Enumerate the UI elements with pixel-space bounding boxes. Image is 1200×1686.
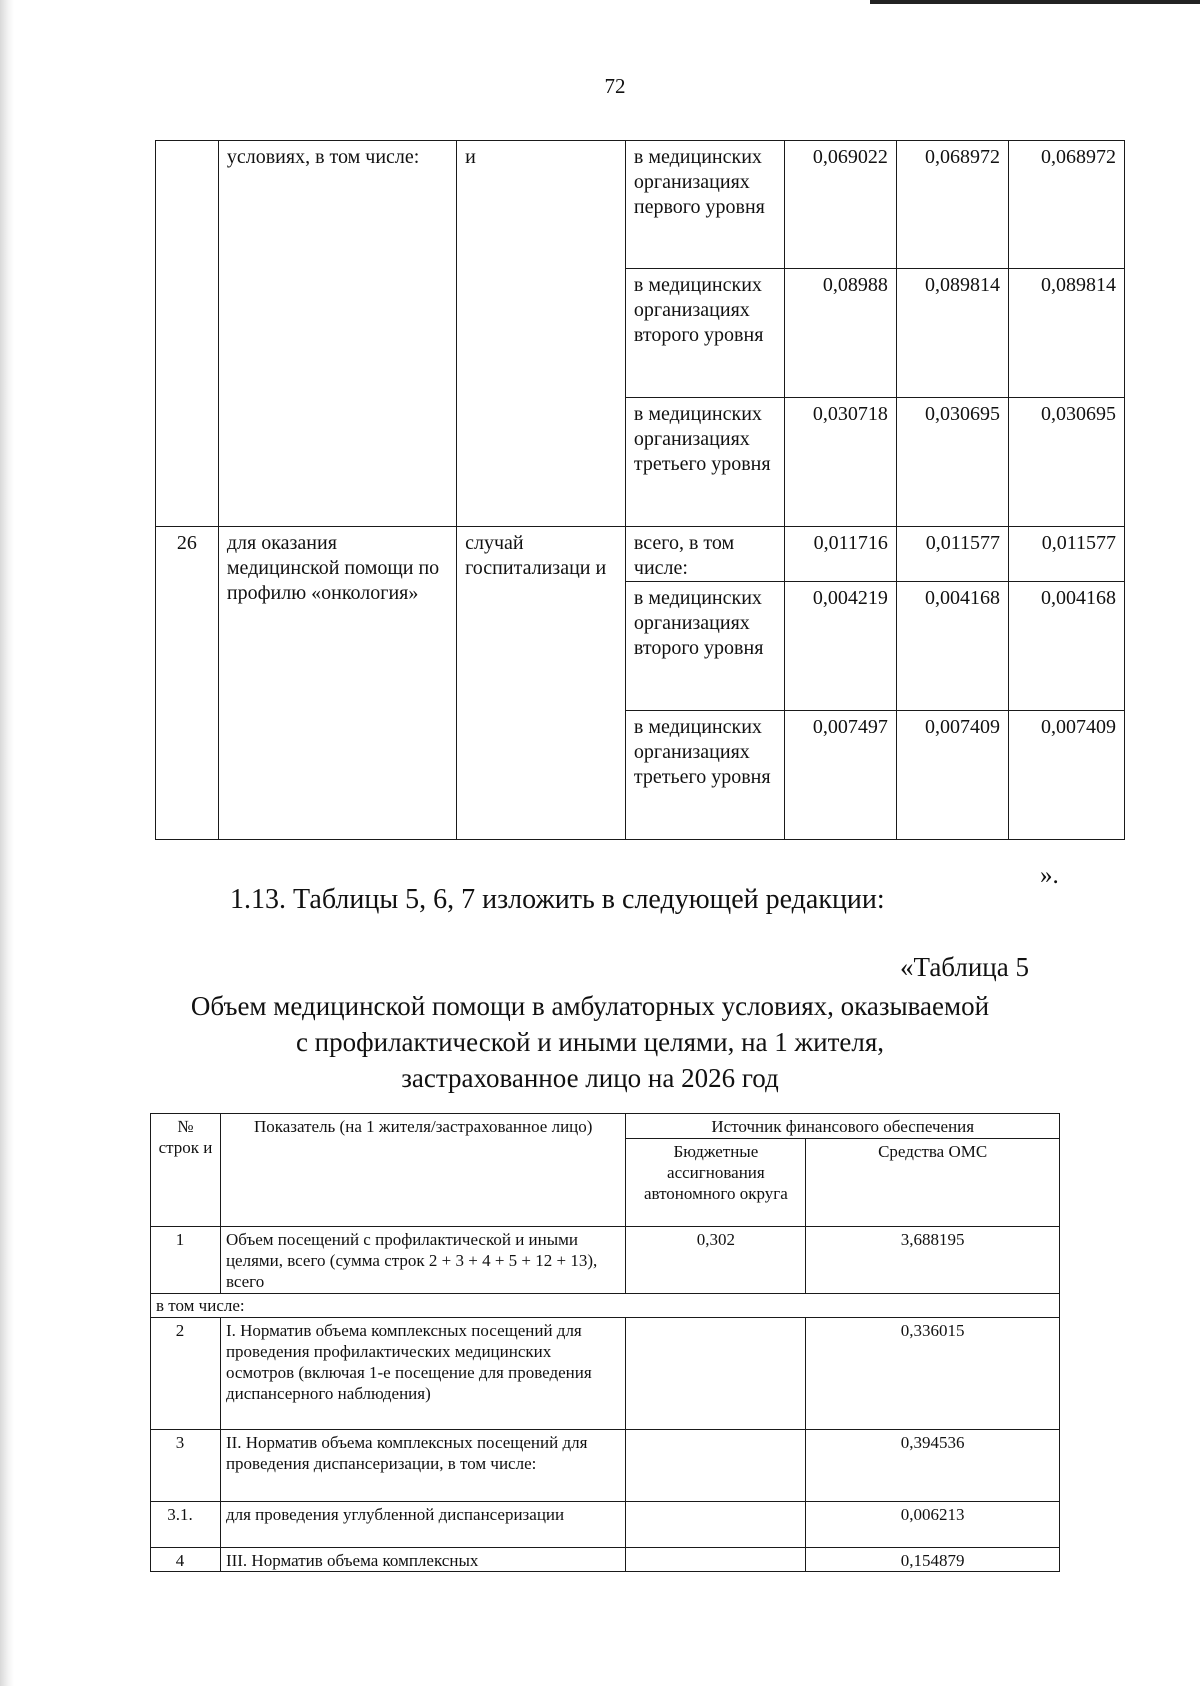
table-row [151,1548,1060,1572]
value-cell: 0,030718 [784,398,896,527]
value-cell: 0,089814 [896,269,1008,398]
indicator-cell: условиях, в том числе: [218,141,456,527]
row-number-cell [156,141,219,527]
value-cell: 0,011577 [896,527,1008,582]
value-cell: 0,004168 [1009,582,1125,711]
top-continuation-table [155,140,1125,840]
value-cell: 0,004168 [896,582,1008,711]
level-cell: в медицинских организациях третьего уровня [625,711,784,840]
row-number-cell: 4 [151,1548,221,1572]
indicator-cell: для оказания медицинской помощи по профилю «онкология» [218,527,456,840]
value-cell: 0,068972 [1009,141,1125,269]
level-cell: в медицинских организациях второго уровня [625,269,784,398]
value-cell: 0,068972 [896,141,1008,269]
table-label: «Таблица 5 [900,952,1029,982]
oms-cell: 0,394536 [806,1430,1060,1502]
page-number: 72 [604,74,626,98]
table-row [156,141,1125,269]
header-funding-source: Источник финансового обеспечения [626,1114,1060,1139]
budget-cell [626,1318,806,1430]
budget-cell [626,1430,806,1502]
unit-cell: и [457,141,626,527]
row-number-cell: 3.1. [151,1502,221,1548]
header-oms: Средства ОМС [806,1139,1060,1227]
value-cell: 0,030695 [1009,398,1125,527]
amendment-instruction: 1.13. Таблицы 5, 6, 7 изложить в следующей редакции: [230,884,885,915]
value-cell: 0,011577 [1009,527,1125,582]
value-cell: 0,007497 [784,711,896,840]
scan-top-edge [870,0,1200,4]
value-cell: 0,007409 [896,711,1008,840]
value-cell: 0,08988 [784,269,896,398]
header-row [151,1114,1060,1139]
value-cell: 0,004219 [784,582,896,711]
budget-cell [626,1502,806,1548]
budget-cell: 0,302 [626,1227,806,1294]
row-number-cell: 26 [156,527,219,840]
table-title [150,988,1030,1096]
table-row [151,1318,1060,1430]
table-5 [150,1113,1060,1572]
level-cell: в медицинских организациях третьего уровня [625,398,784,527]
title-line: Объем медицинской помощи в амбулаторных условиях, оказываемой [190,991,990,1021]
indicator-cell: Объем посещений с профилактической и иными целями, всего (сумма строк 2 + 3 + 4 + 5 + 12 + 13), всего [220,1227,626,1294]
closing-quote: ». [1040,862,1059,889]
table-row [156,527,1125,582]
title-line: застрахованное лицо на 2026 год [401,1063,779,1093]
title-line: с профилактической и иными целями, на 1 жителя, [295,1027,885,1057]
oms-cell: 0,154879 [806,1548,1060,1572]
subheader-cell: в том числе: [151,1294,1060,1318]
table-row [151,1430,1060,1502]
value-cell: 0,030695 [896,398,1008,527]
value-cell: 0,089814 [1009,269,1125,398]
oms-cell: 0,336015 [806,1318,1060,1430]
table-row [151,1502,1060,1548]
unit-cell: случай госпитализаци и [457,527,626,840]
header-indicator: Показатель (на 1 жителя/застрахованное лицо) [220,1114,626,1227]
row-number-cell: 1 [151,1227,221,1294]
subheader-row [151,1294,1060,1318]
indicator-cell: III. Норматив объема комплексных [220,1548,626,1572]
table-row [151,1227,1060,1294]
value-cell: 0,069022 [784,141,896,269]
oms-cell: 3,688195 [806,1227,1060,1294]
header-budget: Бюджетные ассигнования автономного округа [626,1139,806,1227]
level-cell: всего, в том числе: [625,527,784,582]
value-cell: 0,007409 [1009,711,1125,840]
indicator-cell: I. Норматив объема комплексных посещений для проведения профилактических медицинских осмотров (включая 1-е посещение для проведения диспансерного наблюдения) [220,1318,626,1430]
oms-cell: 0,006213 [806,1502,1060,1548]
row-number-cell: 2 [151,1318,221,1430]
indicator-cell: II. Норматив объема комплексных посещений для проведения диспансеризации, в том числе: [220,1430,626,1502]
level-cell: в медицинских организациях второго уровня [625,582,784,711]
row-number-cell: 3 [151,1430,221,1502]
level-cell: в медицинских организациях первого уровня [625,141,784,269]
scan-left-edge [0,0,14,1686]
header-row-number: № строк и [151,1114,221,1227]
value-cell: 0,011716 [784,527,896,582]
budget-cell [626,1548,806,1572]
indicator-cell: для проведения углубленной диспансеризации [220,1502,626,1548]
